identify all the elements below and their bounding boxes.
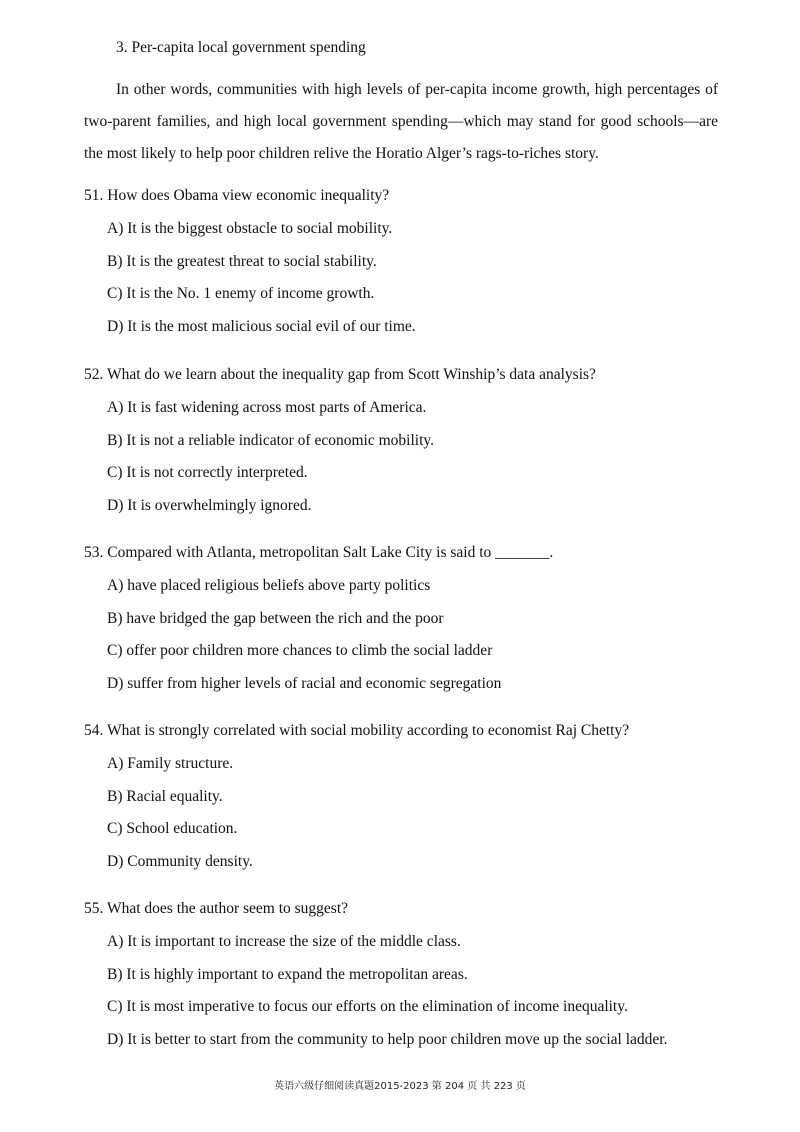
option-c: C) It is most imperative to focus our efforts on the elimination of income inequality. [107, 998, 628, 1015]
question-stem: 55. What does the author seem to suggest? [84, 900, 349, 917]
question-stem: 53. Compared with Atlanta, metropolitan Salt Lake City is said to _______. [84, 544, 554, 561]
option-a: A) Family structure. [107, 755, 234, 772]
question-stem: 52. What do we learn about the inequality gap from Scott Winship’s data analysis? [84, 366, 596, 383]
page-footer: 英语六级仔细阅读真题2015-2023 第 204 页 共 223 页 [274, 1081, 526, 1092]
option-d: D) It is better to start from the community to help poor children move up the social ladder. [107, 1030, 668, 1048]
question-54 [84, 721, 734, 872]
option-b: B) It is highly important to expand the metropolitan areas. [107, 965, 468, 983]
question-52 [84, 365, 734, 516]
option-d: D) Community density. [107, 852, 253, 870]
question-stem: 51. How does Obama view economic inequality? [84, 187, 390, 204]
option-b: B) Racial equality. [107, 787, 223, 805]
question-53 [84, 543, 734, 694]
option-a: A) It is important to increase the size of the middle class. [107, 933, 461, 950]
question-51 [84, 186, 734, 337]
option-a: A) have placed religious beliefs above party politics [107, 577, 431, 594]
option-c: C) offer poor children more chances to climb the social ladder [107, 642, 493, 659]
intro-paragraph: In other words, communities with high levels of per-capita income growth, high percentages of two-parent families, and high local government spending—which may stand for good schools—are the most likely to help poor children relive the Horatio Alger’s rags-to-riches story. [84, 81, 718, 162]
option-c: C) It is not correctly interpreted. [107, 464, 308, 481]
question-55 [84, 899, 734, 1050]
list-item: 3. Per-capita local government spending [116, 39, 366, 56]
option-d: D) It is overwhelmingly ignored. [107, 496, 312, 514]
option-b: B) have bridged the gap between the rich and the poor [107, 609, 444, 627]
option-d: D) It is the most malicious social evil of our time. [107, 317, 416, 335]
option-d: D) suffer from higher levels of racial and economic segregation [107, 674, 502, 692]
option-c: C) It is the No. 1 enemy of income growth. [107, 285, 375, 302]
option-a: A) It is the biggest obstacle to social mobility. [107, 220, 393, 237]
option-a: A) It is fast widening across most parts of America. [107, 399, 427, 416]
option-b: B) It is not a reliable indicator of economic mobility. [107, 431, 434, 449]
question-stem: 54. What is strongly correlated with social mobility according to economist Raj Chetty? [84, 722, 630, 739]
option-b: B) It is the greatest threat to social stability. [107, 252, 377, 270]
option-c: C) School education. [107, 820, 238, 837]
